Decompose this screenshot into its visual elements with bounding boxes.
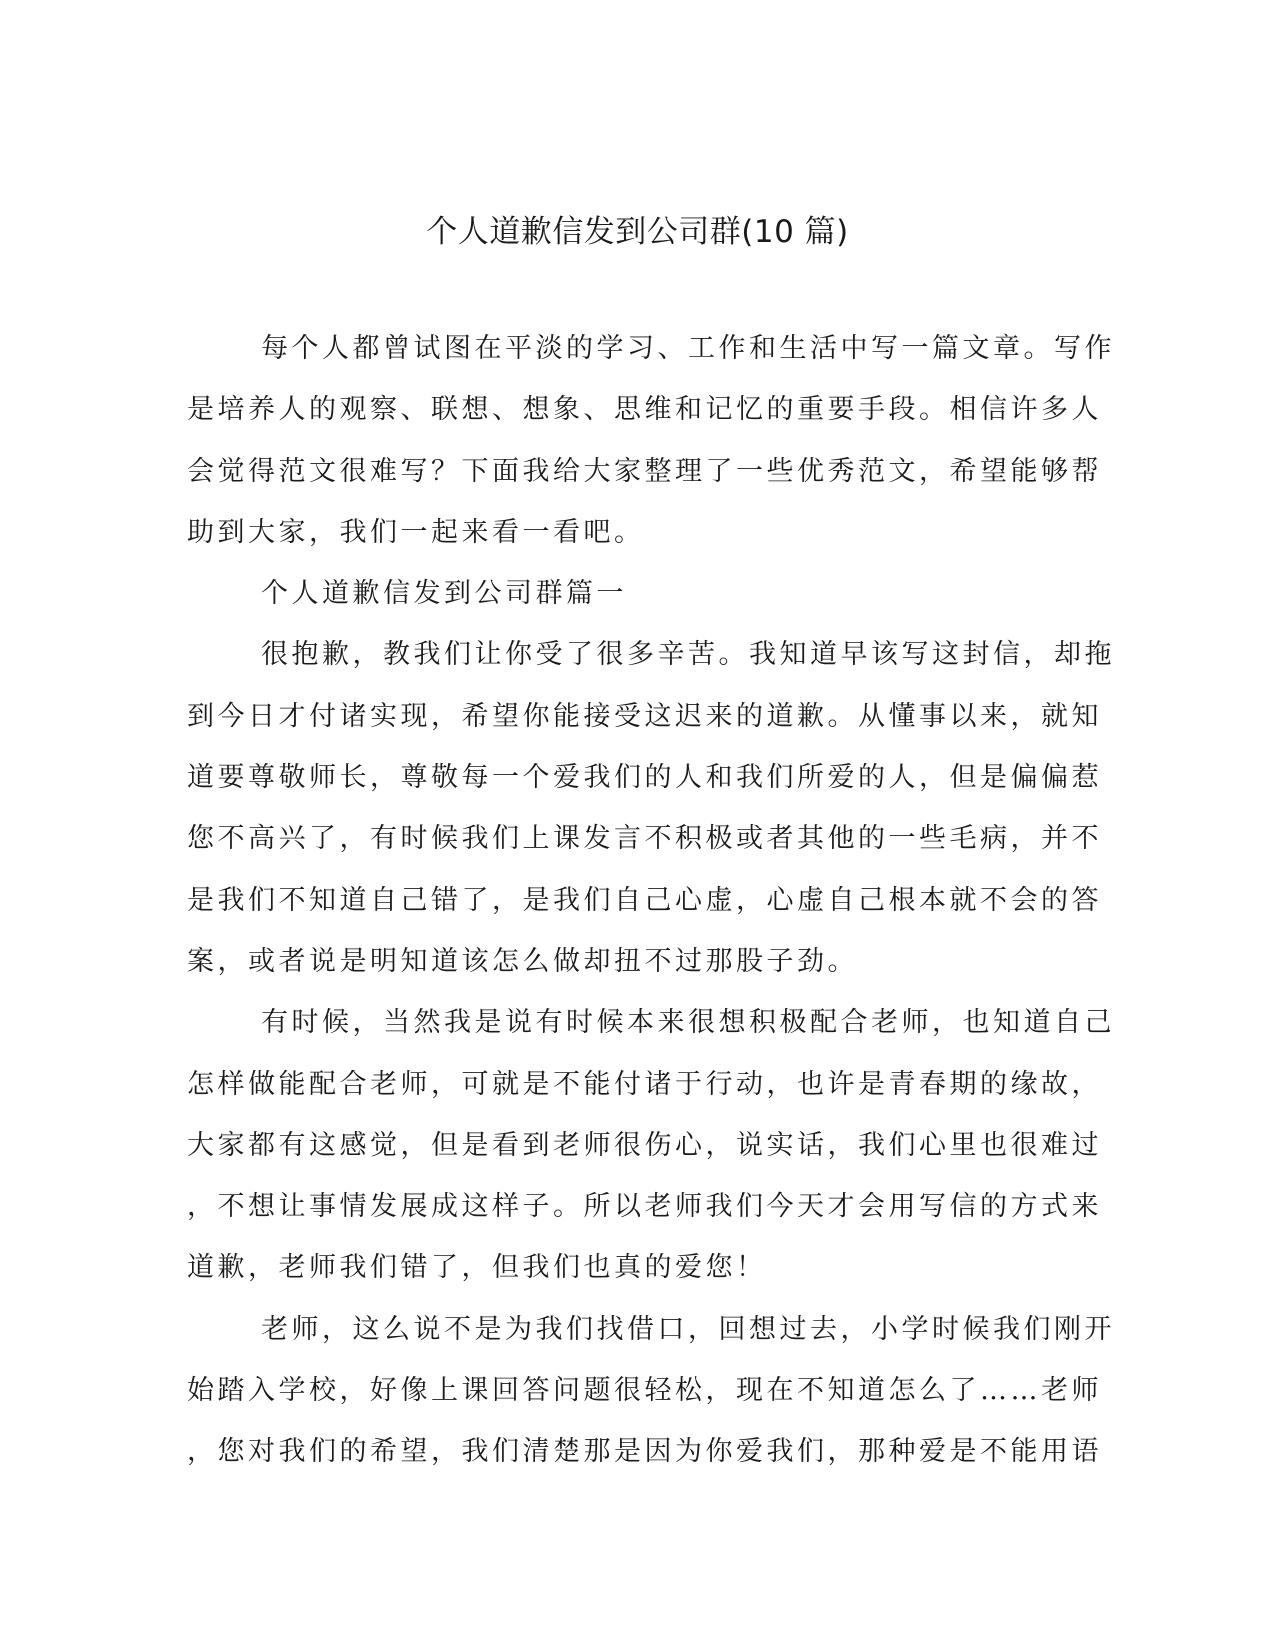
body-line: 始踏入学校，好像上课回答问题很轻松，现在不知道怎么了……老师 xyxy=(187,1375,1102,1407)
body-line: 道要尊敬师长，尊敬每一个爱我们的人和我们所爱的人，但是偏偏惹 xyxy=(187,762,1102,794)
body-line: 老师，这么说不是为我们找借口，回想过去，小学时候我们刚开 xyxy=(261,1313,1115,1345)
body-line: 个人道歉信发到公司群篇一 xyxy=(261,578,627,610)
body-line: 每个人都曾试图在平淡的学习、工作和生活中写一篇文章。写作 xyxy=(261,333,1115,364)
body-line: 是培养人的观察、联想、想象、思维和记忆的重要手段。相信许多人 xyxy=(187,394,1102,426)
body-line: 您不高兴了，有时候我们上课发言不积极或者其他的一些毛病，并不 xyxy=(187,823,1102,855)
body-line: 怎样做能配合老师，可就是不能付诸于行动，也许是青春期的缘故， xyxy=(187,1068,1102,1100)
document-title: 个人道歉信发到公司群(10 篇) xyxy=(426,214,849,250)
body-line: 是我们不知道自己错了，是我们自己心虚，心虚自己根本就不会的答 xyxy=(187,884,1102,916)
body-line: 助到大家，我们一起来看一看吧。 xyxy=(187,516,645,548)
body-line: 道歉，老师我们错了，但我们也真的爱您！ xyxy=(187,1252,767,1284)
body-line: ，不想让事情发展成这样子。所以老师我们今天才会用写信的方式来 xyxy=(187,1191,1102,1223)
body-line: ，您对我们的希望，我们清楚那是因为你爱我们，那种爱是不能用语 xyxy=(187,1436,1102,1468)
body-line: 很抱歉，教我们让你受了很多辛苦。我知道早该写这封信，却拖 xyxy=(261,639,1115,671)
body-line: 大家都有这感觉，但是看到老师很伤心，说实话，我们心里也很难过 xyxy=(187,1129,1102,1161)
body-line: 到今日才付诸实现，希望你能接受这迟来的道歉。从懂事以来，就知 xyxy=(187,700,1102,732)
body-line: 案，或者说是明知道该怎么做却扭不过那股子劲。 xyxy=(187,945,858,977)
body-line: 会觉得范文很难写？下面我给大家整理了一些优秀范文，希望能够帮 xyxy=(187,455,1102,487)
document-body xyxy=(187,327,1115,1492)
body-line: 有时候，当然我是说有时候本来很想积极配合老师，也知道自己 xyxy=(261,1007,1115,1039)
